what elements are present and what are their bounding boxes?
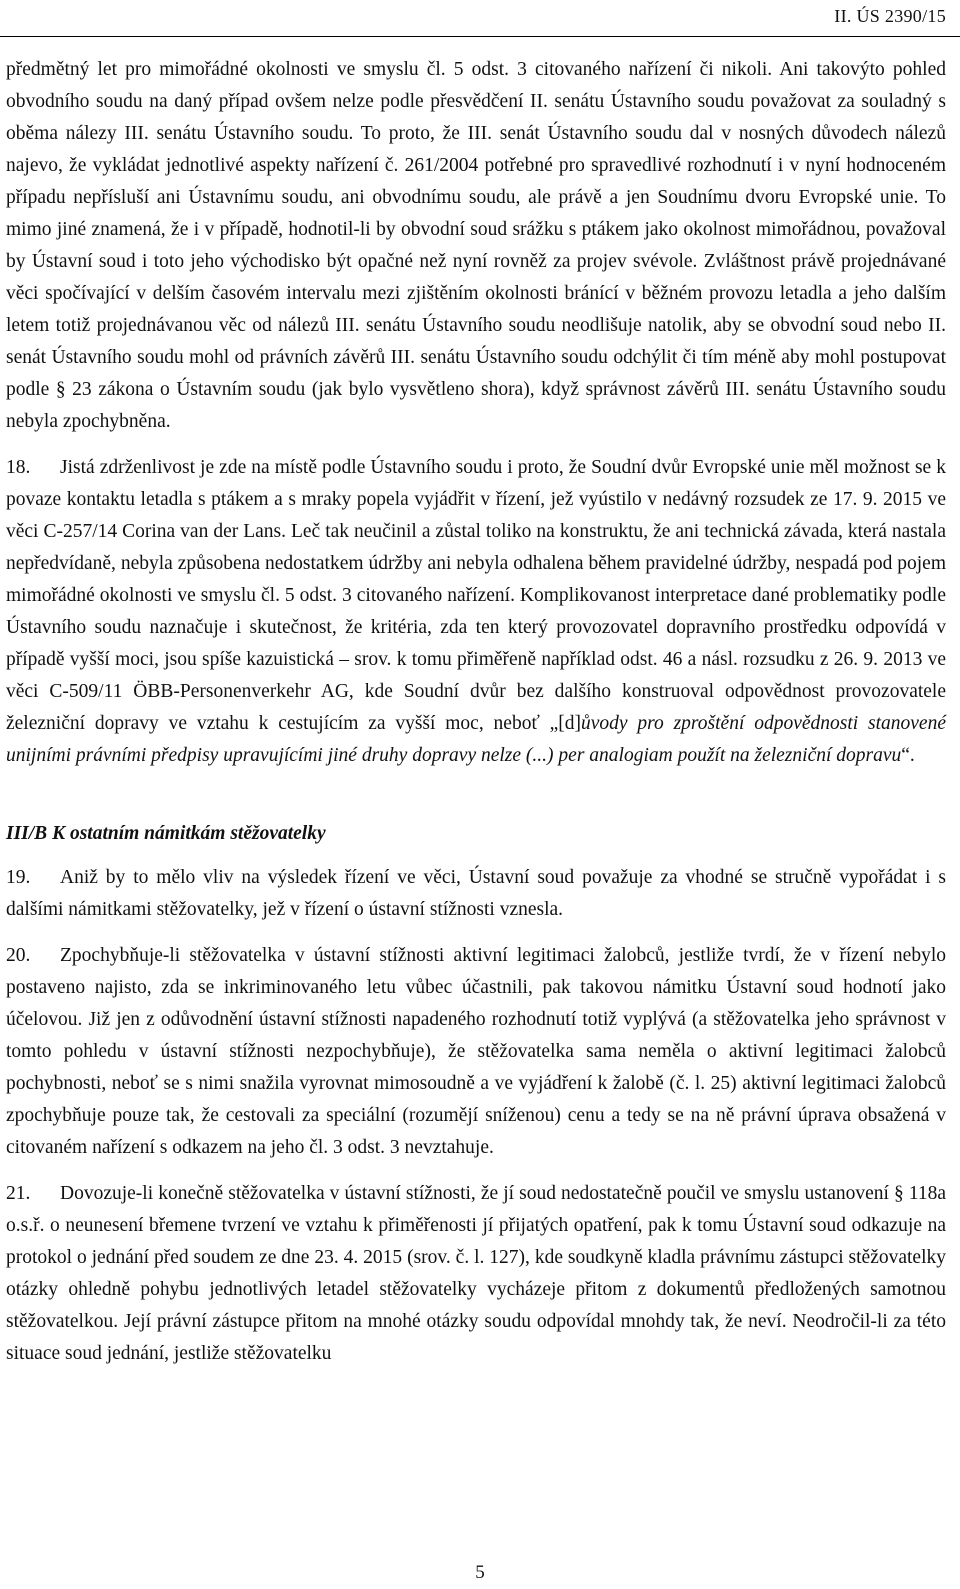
paragraph-19-text: Aniž by to mělo vliv na výsledek řízení ve věci, Ústavní soud považuje za vhodné se stručně vypořádat i s dalšími námitkami stěžovatelky, jež v řízení o ústavní stížnosti vznesla. <box>6 867 946 920</box>
paragraph-20 <box>6 940 946 1164</box>
paragraph-number: 21. <box>6 1183 31 1204</box>
header-divider <box>0 36 960 37</box>
case-number-header: II. ÚS 2390/15 <box>834 6 946 26</box>
continuation-paragraph: předmětný let pro mimořádné okolnosti ve smyslu čl. 5 odst. 3 citovaného nařízení či nikoli. Ani takovýto pohled obvodního soudu na daný případ ovšem nelze podle přesvědčení II. senátu Ústavního soudu považovat za souladný s oběma nálezy III. senátu Ústavního soudu. To proto, že III. senát Ústavního soudu dal v nosných důvodech nálezů najevo, že vykládat jednotlivé aspekty nařízení č. 261/2004 potřebné pro spravedlivé rozhodnutí i v nyní hodnoceném případu nepřísluší ani Ústavnímu soudu, ani obvodnímu soudu, ale právě a jen Soudnímu dvoru Evropské unie. To mimo jiné znamená, že i v případě, hodnotil-li by obvodní soud srážku s ptákem jako okolnost mimořádnou, považoval by Ústavní soud i toto jeho východisko být opačné než nyní rovněž za projev svévole. Zvláštnost právě projednávané věci spočívající v delším časovém intervalu mezi zjištěním okolnosti bránící v běžném provozu letadla a jeho dalším letem totiž projednávanou věc od nálezů III. senátu Ústavního soudu neodlišuje natolik, aby se obvodní soud nebo II. senát Ústavního soudu mohl od právních závěrů III. senátu Ústavního soudu odchýlit či tím méně aby mohl postupovat podle § 23 zákona o Ústavním soudu (jak bylo vysvětleno shora), když správnost závěrů III. senátu Ústavního soudu nebyla zpochybněna. <box>6 59 946 432</box>
paragraph-number: 18. <box>6 457 31 478</box>
page-number: 5 <box>475 1562 485 1583</box>
paragraph-21-text: Dovozuje-li konečně stěžovatelka v ústavní stížnosti, že jí soud nedostatečně poučil ve smyslu ustanovení § 118a o.s.ř. o neunesení břemene tvrzení ve vztahu k přiměřenosti jí přijatých opatření, pak k tomu Ústavní soud odkazuje na protokol o jednání před soudem ze dne 23. 4. 2015 (srov. č. l. 127), kde soudkyně kladla právnímu zástupci stěžovatelky otázky ohledně pohybu jednotlivých letadel stěžovatelky vycházeje přitom z dokumentů předložených samotnou stěžovatelkou. Její právní zástupce přitom na mnohé otázky soudu odpovídal mnohdy tak, že neví. Neodročil-li za této situace soud jednání, jestliže stěžovatelku <box>6 1183 946 1364</box>
paragraph-18 <box>6 452 946 772</box>
paragraph-18-end: “. <box>901 745 915 766</box>
document-body <box>6 54 946 1384</box>
paragraph-number: 19. <box>6 867 31 888</box>
paragraph-21 <box>6 1178 946 1370</box>
paragraph-number: 20. <box>6 945 31 966</box>
section-heading: III/B K ostatním námitkám stěžovatelky <box>6 823 326 844</box>
paragraph-18-quote: ůvody pro zproštění odpovědnosti stanovené unijními právními předpisy upravujícími jiné druhy dopravy nelze (...) per analogiam použít na železniční dopravu <box>6 713 946 766</box>
paragraph-20-text: Zpochybňuje-li stěžovatelka v ústavní stížnosti aktivní legitimaci žalobců, jestliže tvrdí, že v řízení nebylo postaveno najisto, zda se inkriminovaného letu vůbec účastnili, pak takovou námitku Ústavní soud hodnotí jako účelovou. Již jen z odůvodnění ústavní stížnosti napadeného rozhodnutí totiž vyplývá (a stěžovatelka jeho správnost v tomto pohledu v ústavní stížnosti nezpochybňuje), že stěžovatelka sama neměla o aktivní legitimaci žalobců pochybnosti, neboť se s nimi snažila vyrovnat mimosoudně a ve vyjádření k žalobě (č. l. 25) aktivní legitimaci žalobců zpochybňuje pouze tak, že cestovali za speciální (rozumějí sníženou) cenu a tedy se na ně právní úprava obsažená v citovaném nařízení s odkazem na jeho čl. 3 odst. 3 nevztahuje. <box>6 945 946 1158</box>
paragraph-18-text: Jistá zdrženlivost je zde na místě podle Ústavního soudu i proto, že Soudní dvůr Evropské unie měl možnost se k povaze kontaktu letadla s ptákem a s mraky popela vyjádřit v řízení, jež vyústilo v nedávný rozsudek ze 17. 9. 2015 ve věci C-257/14 Corina van der Lans. Leč tak neučinil a zůstal toliko na konstruktu, že ani technická závada, která nastala nepředvídaně, nebyla způsobena nedostatkem údržby ani nebyla odhalena během pravidelné údržby, nespadá pod pojem mimořádné okolnosti ve smyslu čl. 5 odst. 3 citovaného nařízení. Komplikovanost interpretace dané problematiky podle Ústavního soudu naznačuje i skutečnost, že kritéria, zda ten který provozovatel dopravního prostředku odpovídá v případě vyšší moci, jsou spíše kazuistická – srov. k tomu přiměřeně například odst. 46 a násl. rozsudku z 26. 9. 2013 ve věci C-509/11 ÖBB‑Personenverkehr AG, kde Soudní dvůr bez dalšího konstruoval odpovědnost provozovatele železniční dopravy ve vztahu k cestujícím za vyšší moc, neboť „[d] <box>6 457 946 734</box>
paragraph-19 <box>6 862 946 926</box>
